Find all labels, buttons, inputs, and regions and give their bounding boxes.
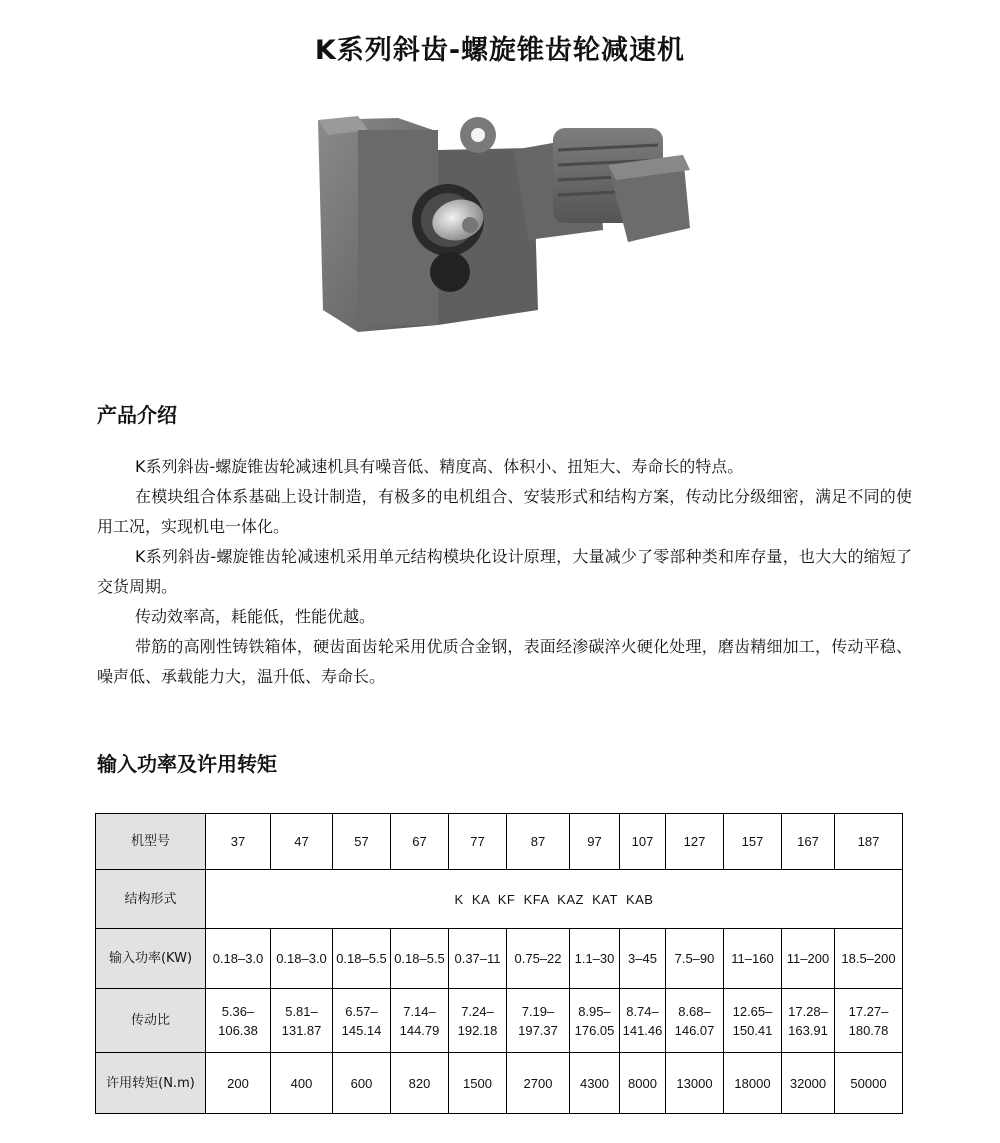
table-cell: 1500	[449, 1053, 507, 1114]
table-cell: 167	[782, 814, 835, 870]
intro-text	[97, 452, 912, 692]
table-cell: 3–45	[620, 929, 666, 989]
table-cell: 5.36– 106.38	[206, 989, 271, 1053]
table-cell: 6.57– 145.14	[333, 989, 391, 1053]
table-cell: 37	[206, 814, 271, 870]
intro-paragraph: K系列斜齿-螺旋锥齿轮减速机具有噪音低、精度高、体积小、扭矩大、寿命长的特点。	[135, 457, 744, 476]
table-cell: 400	[271, 1053, 333, 1114]
table-row-structure	[96, 870, 903, 929]
intro-paragraph: 在模块组合体系基础上设计制造，有极多的电机组合、安装形式和结构方案，传动比分级细密，满足不同的使用工况，实现机电一体化。	[97, 487, 912, 536]
table-cell: 157	[724, 814, 782, 870]
table-cell: 7.14– 144.79	[391, 989, 449, 1053]
row-header-model: 机型号	[96, 814, 206, 870]
row-header-ratio: 传动比	[96, 989, 206, 1053]
table-cell: 8.74– 141.46	[620, 989, 666, 1053]
table-cell: 11–200	[782, 929, 835, 989]
table-cell: 47	[271, 814, 333, 870]
table-cell: 0.18–3.0	[206, 929, 271, 989]
row-header-torque: 许用转矩(N.m)	[96, 1053, 206, 1114]
page-title: K系列斜齿-螺旋锥齿轮减速机	[314, 35, 686, 66]
table-cell: 820	[391, 1053, 449, 1114]
table-cell: 50000	[835, 1053, 903, 1114]
table-row-power	[96, 929, 903, 989]
table-cell: 2700	[507, 1053, 570, 1114]
table-cell: 7.5–90	[666, 929, 724, 989]
table-cell: 18000	[724, 1053, 782, 1114]
intro-paragraph: K系列斜齿-螺旋锥齿轮减速机采用单元结构模块化设计原理，大量减少了零部种类和库存量，也大大的缩短了交货周期。	[97, 547, 912, 596]
table-cell: 77	[449, 814, 507, 870]
gear-reducer-image	[298, 110, 718, 340]
row-header-structure: 结构形式	[96, 870, 206, 929]
structure-value: K KA KF KFA KAZ KAT KAB	[206, 870, 903, 929]
table-cell: 57	[333, 814, 391, 870]
table-cell: 5.81– 131.87	[271, 989, 333, 1053]
row-header-power: 输入功率(KW)	[96, 929, 206, 989]
table-cell: 0.18–5.5	[391, 929, 449, 989]
table-cell: 8.68– 146.07	[666, 989, 724, 1053]
table-cell: 600	[333, 1053, 391, 1114]
spec-table	[95, 813, 903, 1114]
table-cell: 127	[666, 814, 724, 870]
table-cell: 0.75–22	[507, 929, 570, 989]
table-cell: 187	[835, 814, 903, 870]
table-cell: 200	[206, 1053, 271, 1114]
table-cell: 4300	[570, 1053, 620, 1114]
table-cell: 107	[620, 814, 666, 870]
intro-paragraph: 传动效率高，耗能低，性能优越。	[135, 607, 376, 626]
table-row-torque	[96, 1053, 903, 1114]
table-cell: 12.65– 150.41	[724, 989, 782, 1053]
spec-table-heading: 输入功率及许用转矩	[97, 752, 277, 776]
table-row-model	[96, 814, 903, 870]
table-cell: 0.18–5.5	[333, 929, 391, 989]
table-cell: 0.37–11	[449, 929, 507, 989]
intro-heading: 产品介绍	[97, 403, 177, 427]
table-cell: 18.5–200	[835, 929, 903, 989]
table-cell: 17.28– 163.91	[782, 989, 835, 1053]
table-cell: 67	[391, 814, 449, 870]
table-cell: 1.1–30	[570, 929, 620, 989]
intro-paragraph: 带筋的高刚性铸铁箱体，硬齿面齿轮采用优质合金钢，表面经渗碳淬火硬化处理，磨齿精细加工，传动平稳、噪声低、承载能力大，温升低、寿命长。	[97, 637, 912, 686]
table-cell: 32000	[782, 1053, 835, 1114]
table-cell: 97	[570, 814, 620, 870]
table-cell: 17.27– 180.78	[835, 989, 903, 1053]
table-cell: 0.18–3.0	[271, 929, 333, 989]
table-cell: 8.95– 176.05	[570, 989, 620, 1053]
table-cell: 13000	[666, 1053, 724, 1114]
table-cell: 11–160	[724, 929, 782, 989]
table-cell: 7.19– 197.37	[507, 989, 570, 1053]
table-row-ratio	[96, 989, 903, 1053]
table-cell: 8000	[620, 1053, 666, 1114]
table-cell: 7.24– 192.18	[449, 989, 507, 1053]
table-cell: 87	[507, 814, 570, 870]
